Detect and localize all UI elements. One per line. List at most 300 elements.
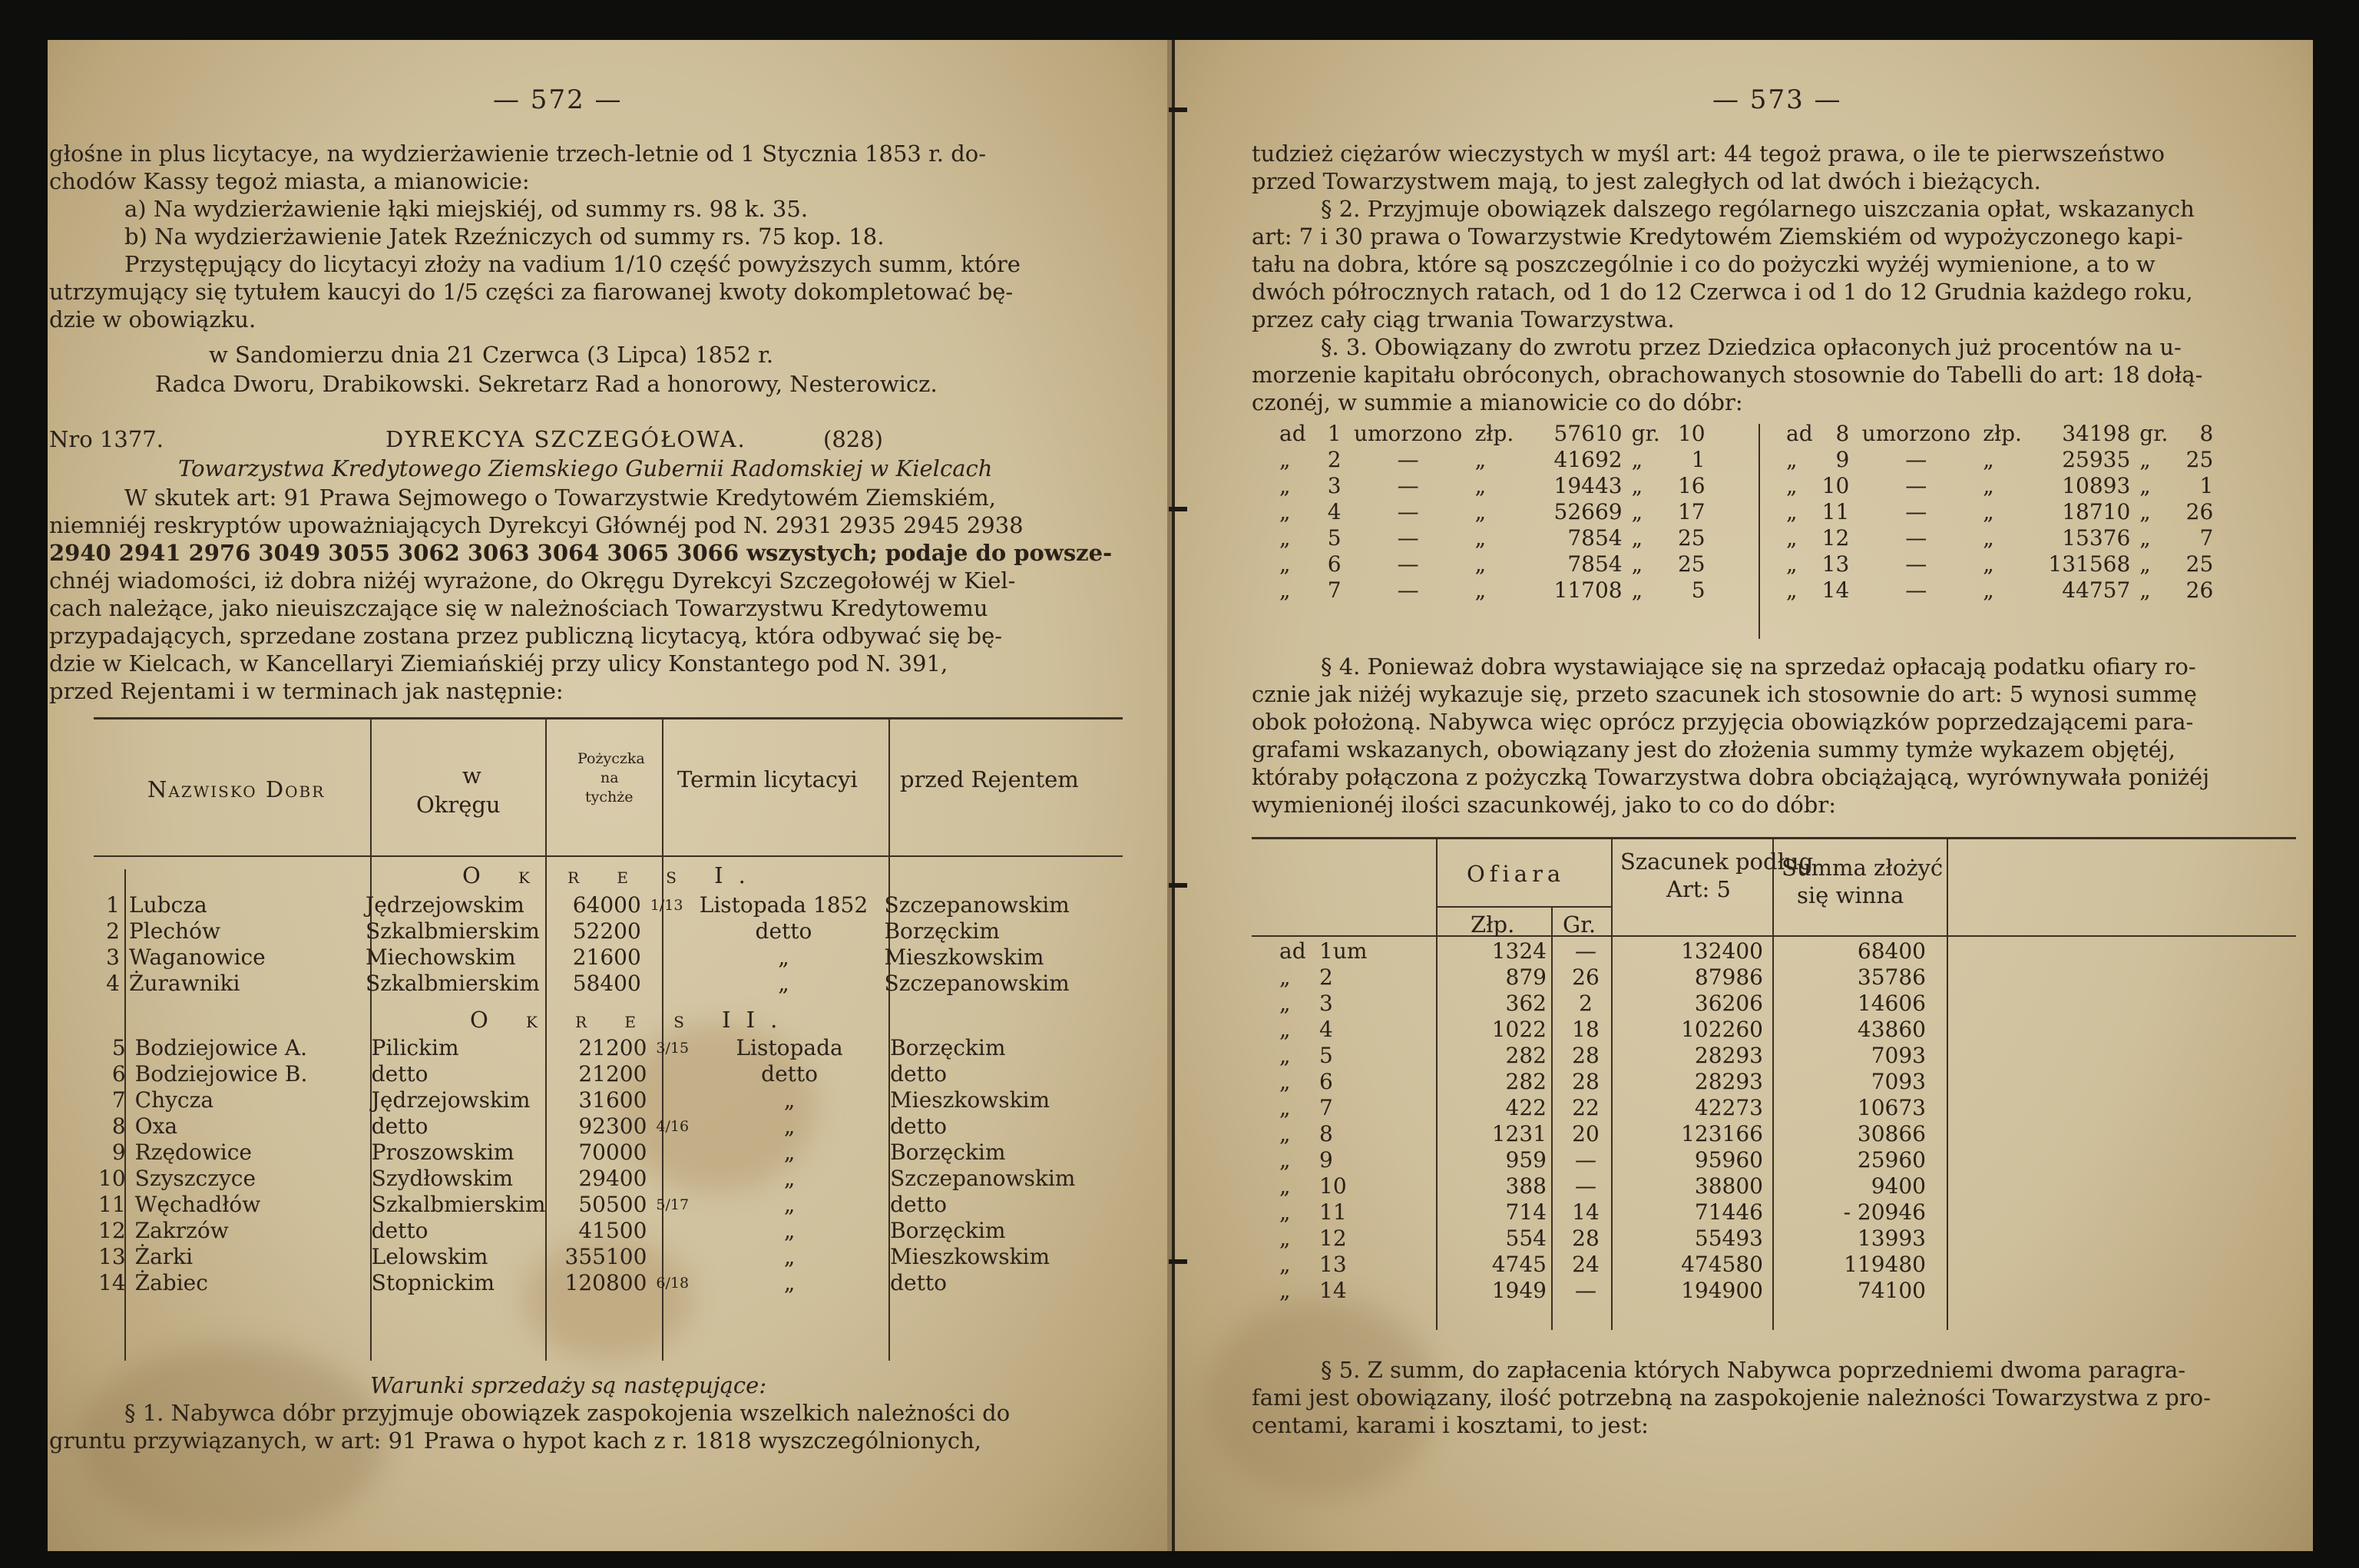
- ad-marker: „: [1279, 447, 1291, 472]
- right-page: [1175, 40, 2313, 1551]
- ad-marker: ad: [1279, 421, 1306, 446]
- ad-marker: „: [1279, 499, 1291, 524]
- loan-amount: 52200: [572, 918, 641, 944]
- auction-date: „: [783, 1113, 796, 1139]
- table-row: [94, 1035, 1125, 1061]
- ofiara-zlp: 388: [1505, 1173, 1547, 1199]
- col-header-pozyczka: Pożyczka: [577, 750, 645, 767]
- notary: detto: [890, 1192, 947, 1217]
- ofiara-gr: 18: [1572, 1017, 1600, 1042]
- valuation: 28293: [1694, 1043, 1763, 1068]
- table-row: [1275, 1226, 1931, 1252]
- row-number: 14: [98, 1270, 126, 1295]
- table-row: [1275, 473, 1710, 499]
- ad-marker: „: [1279, 1121, 1291, 1146]
- fraction: 3/15: [656, 1040, 690, 1057]
- ad-marker: „: [1279, 1069, 1291, 1094]
- gr-label: „: [2139, 499, 2151, 524]
- ad-marker: „: [1279, 473, 1291, 498]
- estate-name: Bodziejowice B.: [134, 1061, 308, 1087]
- table-row: [1275, 938, 1931, 964]
- gr-value: 8: [2199, 421, 2214, 446]
- auction-date: „: [783, 1218, 796, 1243]
- row-number: 11: [98, 1192, 126, 1217]
- ofiara-gr: 22: [1572, 1095, 1600, 1120]
- fraction: 1/13: [650, 897, 683, 914]
- label: —: [1905, 447, 1927, 472]
- estate-number: 3: [1327, 473, 1342, 498]
- table-row: [1782, 499, 2218, 525]
- ad-marker: „: [1279, 991, 1291, 1016]
- text-line: fami jest obowiązany, ilość potrzebną na zaspokojenie należności Towarzystwa z pro-: [1252, 1384, 2211, 1411]
- conditions-heading: Warunki sprzedaży są następujące:: [370, 1372, 767, 1398]
- row-number: 6: [111, 1061, 126, 1087]
- table-row: [1275, 964, 1931, 991]
- label: —: [1397, 473, 1419, 498]
- table-top-rule: [94, 717, 1123, 719]
- col-header-szacunek: Szacunek podług: [1620, 849, 1814, 875]
- text-line: 2940 2941 2976 3049 3055 3062 3063 3064 3065 3066 wszystych; podaje do powsze-: [49, 540, 1113, 566]
- ofiara-zlp: 1022: [1491, 1017, 1547, 1042]
- gr-value: 7: [2199, 525, 2214, 551]
- label: —: [1397, 551, 1419, 577]
- estate-name: Chycza: [134, 1087, 214, 1113]
- row-number: 9: [111, 1140, 126, 1165]
- text-line: grafami wskazanych, obowiązany jest do złożenia summy tymże wykazem objętéj,: [1252, 736, 2175, 762]
- table-row: [1275, 1173, 1931, 1199]
- amount-due: 7093: [1871, 1069, 1926, 1094]
- ofiara-zlp: 282: [1505, 1069, 1547, 1094]
- loan-amount: 21200: [578, 1035, 647, 1060]
- estate-number: 14: [1821, 577, 1850, 603]
- label: —: [1397, 499, 1419, 524]
- table-row: [1275, 577, 1710, 604]
- amount-due: 119480: [1844, 1252, 1926, 1277]
- col-header-summa-2: się winna: [1797, 882, 1904, 908]
- ad-marker: „: [1279, 1199, 1291, 1225]
- table-row: [1275, 1017, 1931, 1043]
- estate-name: Zakrzów: [134, 1218, 229, 1243]
- notary: Borzęckim: [890, 1035, 1006, 1060]
- amount: 57610: [1553, 421, 1623, 446]
- text-line: tału na dobra, które są poszczególnie i co do pożyczki wyżéj wymienione, a to w: [1252, 251, 2156, 277]
- ofiara-zlp: 554: [1505, 1226, 1547, 1251]
- gr-value: 1: [1691, 447, 1706, 472]
- amount: 18710: [2062, 499, 2131, 524]
- estate-number: 8: [1319, 1121, 1333, 1146]
- unit: „: [1983, 551, 1994, 577]
- table-row: [94, 944, 1119, 971]
- notary: Borzęckim: [890, 1140, 1006, 1165]
- ofiara-gr: —: [1575, 1147, 1596, 1173]
- estate-name: Rzędowice: [134, 1140, 252, 1165]
- table-row: [1275, 1278, 1931, 1304]
- text-line: dzie w Kielcach, w Kancellaryi Ziemiańskiéj przy ulicy Konstantego pod N. 391,: [49, 650, 948, 676]
- table-row: [94, 1218, 1125, 1244]
- estate-number: 2: [1319, 964, 1333, 990]
- district: Proszowskim: [371, 1140, 514, 1165]
- gr-value: 10: [1677, 421, 1706, 446]
- fraction: [651, 1218, 693, 1244]
- ofiara-gr: 28: [1572, 1069, 1600, 1094]
- ad-marker: „: [1786, 551, 1798, 577]
- unit: „: [1474, 499, 1487, 524]
- loan-amount: 120800: [564, 1270, 647, 1295]
- amount-due: 25960: [1857, 1147, 1926, 1173]
- ad-marker: „: [1279, 1147, 1291, 1173]
- text-line: przypadających, sprzedane zostana przez publiczną licytacyą, która odbywać się bę-: [49, 623, 1003, 649]
- district: Lelowskim: [371, 1244, 488, 1269]
- ad-marker: „: [1279, 1278, 1291, 1303]
- text-line: utrzymujący się tytułem kaucyi do 1/5 części za fiarowanej kwoty dokompletować bę-: [49, 279, 1014, 305]
- table-row: [94, 1061, 1125, 1087]
- ofiara-zlp: 1324: [1491, 938, 1547, 964]
- col-header-okreg-top: w: [462, 762, 481, 789]
- text-line: cach należące, jako nieuiszczające się w należnościach Towarzystwu Kredytowemu: [49, 595, 988, 621]
- unit: „: [1474, 447, 1487, 472]
- auction-date: detto: [761, 1061, 819, 1087]
- estate-number: 12: [1319, 1226, 1347, 1251]
- notice-number: Nro 1377.: [49, 426, 164, 452]
- fraction: [651, 1061, 693, 1087]
- subheader-rule: [1436, 906, 1611, 908]
- gr-label: „: [2139, 551, 2151, 577]
- amount: 44757: [2062, 577, 2131, 603]
- notary: detto: [890, 1113, 947, 1139]
- estate-number: 6: [1319, 1069, 1333, 1094]
- unit: „: [1983, 499, 1994, 524]
- ofiara-gr: 26: [1572, 964, 1600, 990]
- col-header-summa: Summa złożyć: [1782, 855, 1944, 881]
- amount: 131568: [2048, 551, 2131, 577]
- ad-marker: „: [1279, 1095, 1291, 1120]
- table-row: [94, 892, 1119, 918]
- loan-amount: 41500: [578, 1218, 647, 1243]
- auction-date: Listopada 1852: [699, 892, 868, 918]
- notary: detto: [890, 1270, 947, 1295]
- estate-number: 3: [1319, 991, 1333, 1016]
- binding-mark: [1169, 883, 1187, 888]
- label: —: [1397, 525, 1419, 551]
- amount: 10893: [2062, 473, 2131, 498]
- unit: „: [1474, 577, 1487, 603]
- gr-label: „: [2139, 577, 2151, 603]
- text-line: § 1. Nabywca dóbr przyjmuje obowiązek zaspokojenia wszelkich należności do: [124, 1400, 1011, 1426]
- valuation: 55493: [1694, 1226, 1763, 1251]
- fraction: [646, 971, 688, 997]
- gr-label: gr.: [2139, 421, 2169, 446]
- ofiara-gr: 14: [1572, 1199, 1600, 1225]
- text-line: wymienionéj ilości szacunkowéj, jako to co do dóbr:: [1252, 792, 1836, 818]
- ad-marker: „: [1279, 1252, 1291, 1277]
- estate-number: 1: [1327, 421, 1342, 446]
- estate-number: 10: [1821, 473, 1850, 498]
- text-line: § 4. Ponieważ dobra wystawiające się na sprzedaż opłacają podatku ofiary ro-: [1321, 653, 2196, 680]
- estate-number: 7: [1319, 1095, 1333, 1120]
- amount-due: 14606: [1857, 991, 1926, 1016]
- text-line: b) Na wydzierżawienie Jatek Rzeźniczych od summy rs. 75 kop. 18.: [124, 223, 885, 250]
- gr-label: „: [1631, 551, 1643, 577]
- unit: „: [1983, 447, 1994, 472]
- col-divider: [1947, 839, 1948, 1330]
- table-row: [1275, 447, 1710, 473]
- gr-value: 1: [2199, 473, 2214, 498]
- valuation: 102260: [1681, 1017, 1763, 1042]
- table-row: [1782, 551, 2218, 577]
- district: Szkalbmierskim: [366, 918, 540, 944]
- unit: złp.: [1983, 421, 2022, 446]
- table-row: [1275, 1252, 1931, 1278]
- text-line: niemniéj reskryptów upoważniających Dyrekcyi Głównéj pod N. 2931 2935 2945 2938: [49, 512, 1024, 538]
- text-line: tudzież ciężarów wieczystych w myśl art: 44 tegoż prawa, o ile te pierwszeństwo: [1252, 141, 2165, 167]
- signature-line: Radca Dworu, Drabikowski. Sekretarz Rad a honorowy, Nesterowicz.: [155, 371, 938, 397]
- gr-label: „: [1631, 473, 1643, 498]
- ofiara-gr: 2: [1579, 991, 1593, 1016]
- amount-due: 30866: [1857, 1121, 1926, 1146]
- estate-number: 1um: [1319, 938, 1368, 964]
- gr-value: 25: [2185, 551, 2214, 577]
- estate-number: 6: [1327, 551, 1342, 577]
- estate-name: Plechów: [129, 918, 220, 944]
- estate-number: 13: [1319, 1252, 1347, 1277]
- table-row: [94, 1192, 1125, 1218]
- estate-name: Lubcza: [129, 892, 207, 918]
- unit: złp.: [1474, 421, 1514, 446]
- auction-date: „: [783, 1087, 796, 1113]
- estate-number: 2: [1327, 447, 1342, 472]
- ad-marker: „: [1279, 1173, 1291, 1199]
- text-line: któraby połączona z pożyczką Towarzystwa dobra obciążającą, wyrównywała poniżéj: [1252, 764, 2210, 790]
- auction-date: „: [778, 944, 789, 970]
- valuation: 123166: [1681, 1121, 1763, 1146]
- text-line: przed Rejentami i w terminach jak następnie:: [49, 678, 564, 704]
- text-line: dzie w obowiązku.: [49, 306, 256, 332]
- estate-number: 8: [1835, 421, 1850, 446]
- table-row: [94, 918, 1119, 944]
- district: Szkalbmierskim: [371, 1192, 546, 1217]
- valuation: 28293: [1694, 1069, 1763, 1094]
- label: umorzono: [1353, 421, 1463, 446]
- label: —: [1397, 577, 1419, 603]
- amount: 11708: [1553, 577, 1623, 603]
- ad-marker: „: [1786, 499, 1798, 524]
- place-date: w Sandomierzu dnia 21 Czerwca (3 Lipca) 1852 r.: [209, 342, 774, 368]
- ofiara-gr: —: [1575, 938, 1596, 964]
- loan-amount: 70000: [578, 1140, 647, 1165]
- amount-due: 9400: [1871, 1173, 1926, 1199]
- gr-label: „: [1631, 499, 1643, 524]
- col-header-name: Nazwisko Dobr: [147, 776, 326, 802]
- gr-value: 25: [2185, 447, 2214, 472]
- fraction: [651, 1140, 693, 1166]
- table-row: [1275, 1095, 1931, 1121]
- notary: Borzęckim: [890, 1218, 1006, 1243]
- amount-due: 74100: [1857, 1278, 1926, 1303]
- estate-number: 5: [1327, 525, 1342, 551]
- ad-marker: „: [1279, 551, 1291, 577]
- district: Pilickim: [371, 1035, 459, 1060]
- binding-mark: [1169, 507, 1187, 511]
- gr-label: „: [1631, 525, 1643, 551]
- gr-label: „: [1631, 447, 1643, 472]
- estate-number: 7: [1327, 577, 1342, 603]
- estate-number: 5: [1319, 1043, 1333, 1068]
- unit: „: [1983, 577, 1994, 603]
- auction-date: „: [783, 1166, 796, 1191]
- auction-date: Listopada: [736, 1035, 843, 1060]
- text-line: czonéj, w summie a mianowicie co do dóbr:: [1252, 389, 1743, 415]
- table-row: [94, 1113, 1125, 1140]
- table-row: [1275, 1199, 1931, 1226]
- auction-date: detto: [755, 918, 812, 944]
- binding-mark: [1169, 108, 1187, 112]
- amount-due: 10673: [1857, 1095, 1926, 1120]
- ofiara-gr: 20: [1572, 1121, 1600, 1146]
- ad-marker: „: [1279, 964, 1291, 990]
- estate-number: 14: [1319, 1278, 1347, 1303]
- table-row: [1275, 525, 1710, 551]
- table-row: [94, 1270, 1125, 1296]
- loan-amount: 21600: [572, 944, 641, 970]
- text-line: W skutek art: 91 Prawa Sejmowego o Towarzystwie Kredytowém Ziemskiém,: [124, 485, 996, 511]
- left-page: [48, 40, 1172, 1551]
- loan-amount: 29400: [578, 1166, 647, 1191]
- estate-name: Żabiec: [134, 1270, 208, 1295]
- auction-date: „: [783, 1270, 796, 1295]
- ad-marker: „: [1786, 577, 1798, 603]
- estate-name: Waganowice: [129, 944, 266, 970]
- gr-value: 16: [1677, 473, 1706, 498]
- table-top-rule: [1252, 837, 2296, 839]
- estate-number: 9: [1835, 447, 1850, 472]
- table-row: [94, 1140, 1125, 1166]
- row-number: 7: [111, 1087, 126, 1113]
- ad-marker: ad: [1279, 938, 1306, 964]
- notary: Szczepanowskim: [890, 1166, 1076, 1191]
- ad-marker: ad: [1786, 421, 1813, 446]
- page-number: — 572 —: [493, 84, 623, 115]
- text-line: cznie jak niżéj wykazuje się, przeto szacunek ich stosownie do art: 5 wynosi summę: [1252, 681, 2197, 707]
- estate-name: Węchadłów: [134, 1192, 261, 1217]
- loan-amount: 21200: [578, 1061, 647, 1087]
- text-line: centami, karami i kosztami, to jest:: [1252, 1412, 1649, 1438]
- ofiara-gr: —: [1575, 1278, 1596, 1303]
- amortized-table-right: [1782, 421, 2218, 604]
- auction-table-period-1: [94, 892, 1119, 997]
- valuation: 87986: [1694, 964, 1763, 990]
- district: Miechowskim: [366, 944, 516, 970]
- notice-subtitle: Towarzystwa Kredytowego Ziemskiego Gubernii Radomskiej w Kielcach: [178, 455, 993, 481]
- valuation: 474580: [1681, 1252, 1763, 1277]
- notary: Mieszkowskim: [884, 944, 1044, 970]
- row-number: 5: [111, 1035, 126, 1060]
- ad-marker: „: [1279, 577, 1291, 603]
- fraction: [646, 944, 688, 971]
- table-row: [1275, 551, 1710, 577]
- district: Szkalbmierskim: [366, 971, 540, 996]
- amount: 41692: [1553, 447, 1623, 472]
- amount: 52669: [1553, 499, 1623, 524]
- row-number: 12: [98, 1218, 126, 1243]
- ofiara-zlp: 879: [1505, 964, 1547, 990]
- text-line: a) Na wydzierżawienie łąki miejskiéj, od summy rs. 98 k. 35.: [124, 196, 809, 222]
- ofiara-gr: —: [1575, 1173, 1596, 1199]
- col-header-pozyczka-na: na: [601, 769, 619, 786]
- row-number: 1: [106, 892, 120, 918]
- table-row: [94, 971, 1119, 997]
- table-row: [1782, 577, 2218, 604]
- row-number: 13: [98, 1244, 126, 1269]
- valuation: 194900: [1681, 1278, 1763, 1303]
- col-header-pozyczka-tychze: tychże: [585, 789, 634, 806]
- ofiara-zlp: 282: [1505, 1043, 1547, 1068]
- district: Jędrzejowskim: [366, 892, 524, 918]
- ofiara-zlp: 1231: [1491, 1121, 1547, 1146]
- amount: 7854: [1567, 551, 1623, 577]
- label: umorzono: [1861, 421, 1970, 446]
- col-header-gr: Gr.: [1563, 911, 1596, 938]
- estate-number: 11: [1821, 499, 1850, 524]
- amount: 15376: [2062, 525, 2131, 551]
- row-number: 3: [106, 944, 120, 970]
- label: —: [1905, 577, 1927, 603]
- table-row: [94, 1166, 1125, 1192]
- gr-value: 25: [1677, 551, 1706, 577]
- table-row: [1782, 525, 2218, 551]
- ofiara-gr: 24: [1572, 1252, 1600, 1277]
- notice-title: DYREKCYA SZCZEGÓŁOWA.: [385, 426, 746, 452]
- fraction: 5/17: [656, 1196, 690, 1213]
- amount-due: 43860: [1857, 1017, 1926, 1042]
- ofiara-gr: 28: [1572, 1226, 1600, 1251]
- text-line: §. 3. Obowiązany do zwrotu przez Dziedzica opłaconych już procentów na u-: [1321, 334, 2182, 360]
- auction-date: „: [783, 1192, 796, 1217]
- ofiara-zlp: 1949: [1491, 1278, 1547, 1303]
- label: —: [1905, 499, 1927, 524]
- amount-due: 68400: [1857, 938, 1926, 964]
- gr-value: 5: [1691, 577, 1706, 603]
- text-line: Przystępujący do licytacyi złoży na vadium 1/10 część powyższych summ, które: [124, 251, 1021, 277]
- table-row: [1275, 1121, 1931, 1147]
- valuation: 132400: [1681, 938, 1763, 964]
- loan-amount: 31600: [578, 1087, 647, 1113]
- col-header-ofiara: Ofiara: [1467, 861, 1566, 887]
- table-row: [1275, 1147, 1931, 1173]
- amount: 19443: [1553, 473, 1623, 498]
- col-header-termin: Termin licytacyi: [677, 766, 858, 792]
- row-number: 10: [98, 1166, 126, 1191]
- notice-code: (828): [823, 426, 883, 452]
- fraction: [651, 1166, 693, 1192]
- ofiara-zlp: 362: [1505, 991, 1547, 1016]
- valuation: 38800: [1694, 1173, 1763, 1199]
- loan-amount: 58400: [572, 971, 641, 996]
- text-line: morzenie kapitału obróconych, obrachowanych stosownie do Tabelli do art: 18 dołą-: [1252, 362, 2203, 388]
- amount: 25935: [2062, 447, 2131, 472]
- gr-label: „: [2139, 525, 2151, 551]
- valuation: 42273: [1694, 1095, 1763, 1120]
- col-header-zlp: Złp.: [1471, 911, 1515, 938]
- fraction: 6/18: [656, 1275, 690, 1292]
- table-row: [1275, 991, 1931, 1017]
- text-line: przez cały ciąg trwania Towarzystwa.: [1252, 306, 1675, 332]
- fraction: [651, 1087, 693, 1113]
- label: —: [1905, 473, 1927, 498]
- estate-name: Szyszczyce: [134, 1166, 256, 1191]
- estate-number: 4: [1327, 499, 1342, 524]
- text-line: chnéj wiadomości, iż dobra niżéj wyrażone, do Okręgu Dyrekcyi Szczegołowéj w Kiel-: [49, 567, 1016, 594]
- unit: „: [1983, 473, 1994, 498]
